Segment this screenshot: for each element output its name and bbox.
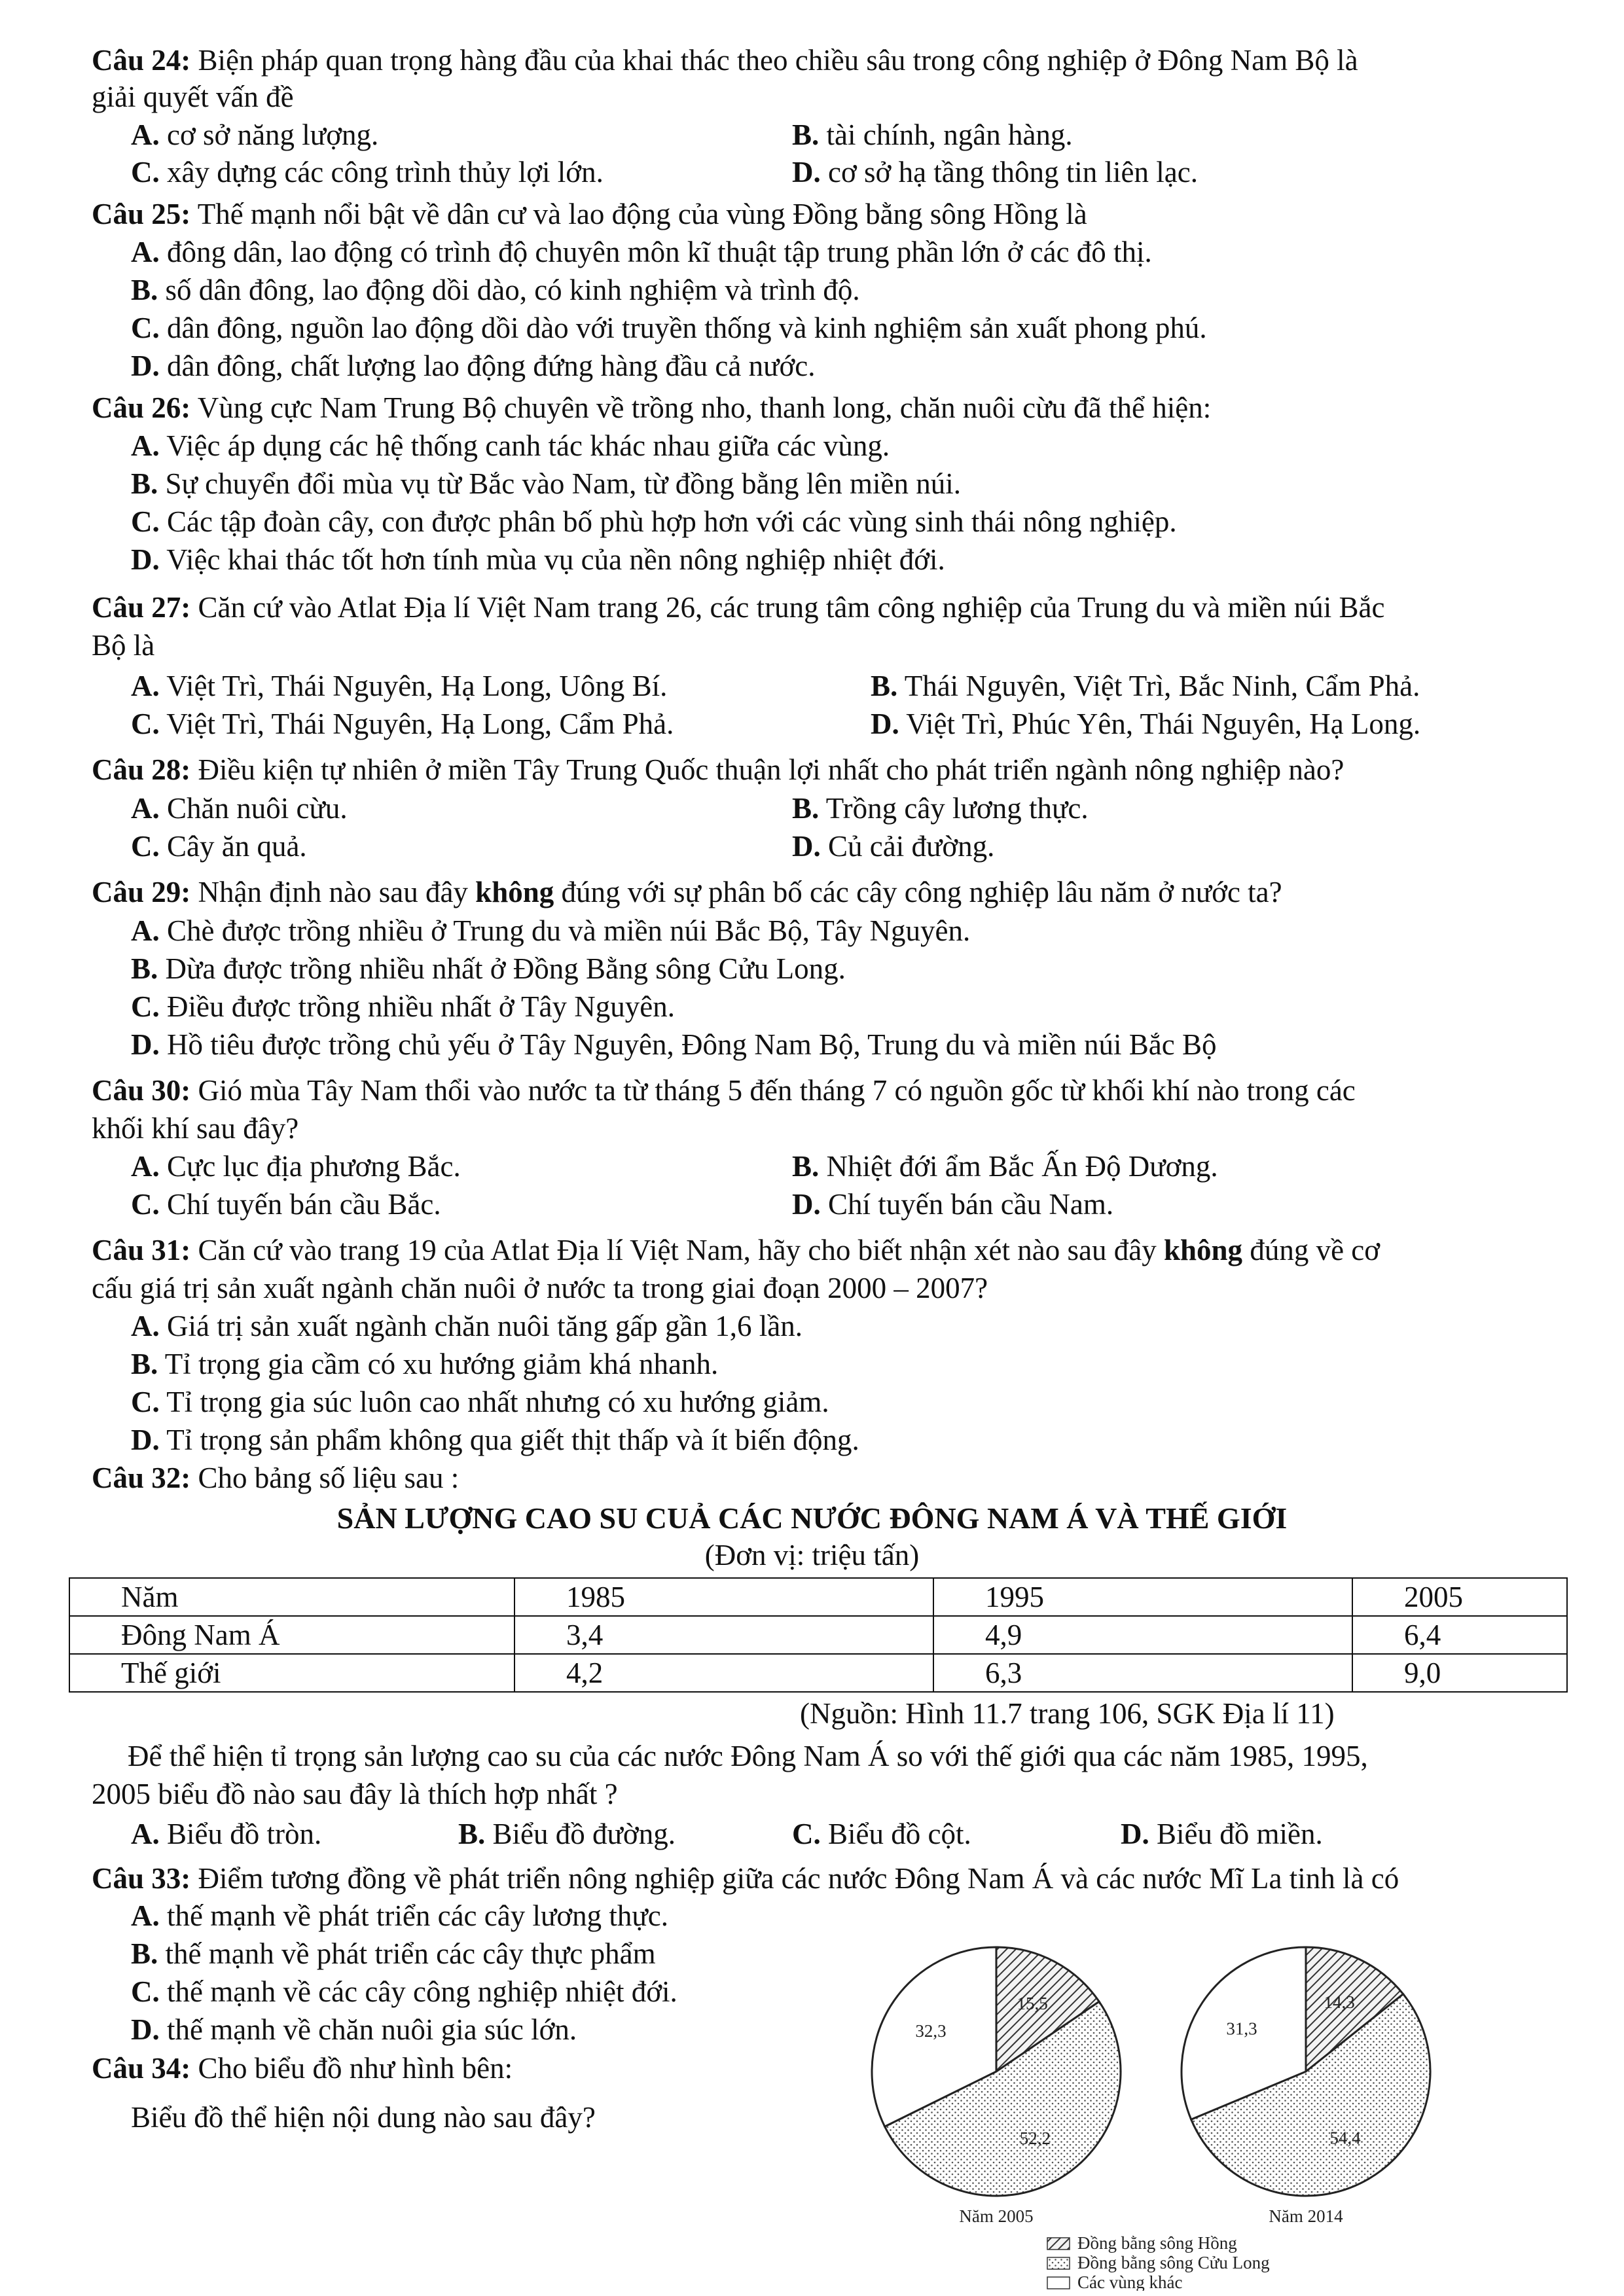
- option-a[interactable]: A. Chăn nuôi cừu.: [131, 792, 348, 825]
- slice-value-label: 31,3: [1226, 2018, 1257, 2039]
- question-29: Câu 29: Nhận định nào sau đây không đúng với sự phân bố các cây công nghiệp lâu năm ở nước ta?: [92, 876, 1282, 908]
- option-b[interactable]: B. số dân đông, lao động dồi dào, có kinh nghiệm và trình độ.: [131, 274, 860, 306]
- question-text: Căn cứ vào Atlat Địa lí Việt Nam trang 26, các trung tâm công nghiệp của Trung du và miền núi Bắc: [190, 591, 1385, 624]
- emphasis: không: [475, 876, 554, 908]
- question-text: Gió mùa Tây Nam thổi vào nước ta từ tháng 5 đến tháng 7 có nguồn gốc từ khối khí nào trong các: [190, 1074, 1356, 1107]
- option-c[interactable]: C. Điều được trồng nhiều nhất ở Tây Nguyên.: [131, 990, 675, 1023]
- table-cell: 4,2: [514, 1654, 933, 1692]
- legend-label: Đồng bằng sông Cửu Long: [1077, 2253, 1270, 2272]
- legend-label: Đồng bằng sông Hồng: [1077, 2233, 1237, 2253]
- option-b[interactable]: B. tài chính, ngân hàng.: [792, 118, 1073, 151]
- data-table: [69, 1577, 1568, 1693]
- question-text: Thế mạnh nổi bật về dân cư và lao động của vùng Đồng bằng sông Hồng là: [190, 198, 1087, 230]
- option-b[interactable]: B. Tỉ trọng gia cầm có xu hướng giảm khá nhanh.: [131, 1348, 719, 1380]
- slice-value-label: 54,4: [1329, 2128, 1361, 2148]
- option-b[interactable]: B. Thái Nguyên, Việt Trì, Bắc Ninh, Cẩm Phả.: [871, 670, 1420, 702]
- option-a[interactable]: A. Việc áp dụng các hệ thống canh tác khác nhau giữa các vùng.: [131, 429, 890, 462]
- table-row: [69, 1616, 1567, 1654]
- chart-legend: [1047, 2233, 1270, 2291]
- option-a[interactable]: A. Giá trị sản xuất ngành chăn nuôi tăng gấp gần 1,6 lần.: [131, 1310, 803, 1342]
- option-d[interactable]: D. Hồ tiêu được trồng chủ yếu ở Tây Nguyên, Đông Nam Bộ, Trung du và miền núi Bắc Bộ: [131, 1028, 1217, 1061]
- question-25: [92, 194, 1087, 234]
- question-label: Câu 29:: [92, 876, 191, 908]
- option-a[interactable]: A. Cực lục địa phương Bắc.: [131, 1150, 461, 1183]
- question-30: [92, 1071, 1356, 1110]
- table-cell: 2005: [1352, 1578, 1567, 1616]
- legend-swatch-dbsh: [1047, 2238, 1070, 2250]
- option-d[interactable]: D. Việc khai thác tốt hơn tính mùa vụ của nền nông nghiệp nhiệt đới.: [131, 543, 945, 576]
- question-label: Câu 25:: [92, 198, 191, 230]
- question-24: [92, 41, 1358, 80]
- option-a[interactable]: A. Việt Trì, Thái Nguyên, Hạ Long, Uông Bí.: [131, 670, 668, 702]
- option-d[interactable]: D. dân đông, chất lượng lao động đứng hàng đầu cả nước.: [131, 350, 816, 382]
- question-label: Câu 24:: [92, 44, 191, 77]
- option-c[interactable]: C. Cây ăn quả.: [131, 830, 307, 863]
- slice-value-label: 14,3: [1324, 1992, 1355, 2012]
- option-c[interactable]: C. Chí tuyến bán cầu Bắc.: [131, 1188, 441, 1221]
- pie-2014: [1182, 1947, 1430, 2196]
- question-label: Câu 27:: [92, 591, 191, 624]
- option-c[interactable]: C. Việt Trì, Thái Nguyên, Hạ Long, Cẩm Phả.: [131, 708, 674, 740]
- question-26: [92, 388, 1211, 427]
- option-c[interactable]: C. Các tập đoàn cây, con được phân bố phù hợp hơn với các vùng sinh thái nông nghiệp.: [131, 505, 1177, 538]
- table-cell: Thế giới: [69, 1654, 514, 1692]
- option-b[interactable]: B. Dừa được trồng nhiều nhất ở Đồng Bằng sông Cửu Long.: [131, 952, 846, 985]
- option-a[interactable]: A. cơ sở năng lượng.: [131, 118, 379, 151]
- table-cell: 4,9: [933, 1616, 1352, 1654]
- option-a[interactable]: A. Chè được trồng nhiều ở Trung du và miền núi Bắc Bộ, Tây Nguyên.: [131, 914, 971, 947]
- question-label: Câu 30:: [92, 1074, 191, 1107]
- option-b[interactable]: B. Biểu đồ đường.: [458, 1818, 676, 1850]
- question-text-cont: cấu giá trị sản xuất ngành chăn nuôi ở nước ta trong giai đoạn 2000 – 2007?: [92, 1272, 988, 1304]
- option-a[interactable]: A. Biểu đồ tròn.: [131, 1818, 322, 1850]
- question-text: Điều kiện tự nhiên ở miền Tây Trung Quốc thuận lợi nhất cho phát triển ngành nông nghiệp nào?: [190, 753, 1344, 786]
- option-d[interactable]: D. thế mạnh về chăn nuôi gia súc lớn.: [131, 2013, 577, 2046]
- option-a[interactable]: A. thế mạnh về phát triển các cây lương thực.: [131, 1899, 669, 1932]
- option-d[interactable]: D. Việt Trì, Phúc Yên, Thái Nguyên, Hạ Long.: [871, 708, 1421, 740]
- option-c[interactable]: C. xây dựng các công trình thủy lợi lớn.: [131, 156, 604, 188]
- question-text-cont: Biểu đồ thể hiện nội dung nào sau đây?: [131, 2101, 596, 2134]
- question-label: Câu 26:: [92, 391, 191, 424]
- option-d[interactable]: D. Tỉ trọng sản phẩm không qua giết thịt thấp và ít biến động.: [131, 1424, 859, 1456]
- legend-swatch-dbscl: [1047, 2257, 1070, 2269]
- question-34: [92, 2049, 513, 2088]
- question-label: Câu 31:: [92, 1234, 191, 1266]
- emphasis: không: [1163, 1234, 1243, 1266]
- question-label: Câu 32:: [92, 1462, 191, 1494]
- option-d[interactable]: D. cơ sở hạ tầng thông tin liên lạc.: [792, 156, 1198, 188]
- question-text: Cho biểu đồ như hình bên:: [190, 2052, 513, 2085]
- table-cell: Năm: [69, 1578, 514, 1616]
- question-31: Câu 31: Căn cứ vào trang 19 của Atlat Địa lí Việt Nam, hãy cho biết nhận xét nào sau đây không đúng về cơ: [92, 1234, 1380, 1266]
- question-33: [92, 1859, 1399, 1898]
- slice-value-label: 15,5: [1017, 1993, 1048, 2013]
- table-cell: 9,0: [1352, 1654, 1567, 1692]
- option-c[interactable]: C. thế mạnh về các cây công nghiệp nhiệt đới.: [131, 1975, 677, 2008]
- pie-2005: [872, 1947, 1121, 2196]
- question-label: Câu 33:: [92, 1862, 191, 1895]
- question-text-cont: khối khí sau đây?: [92, 1112, 299, 1145]
- option-c[interactable]: C. Biểu đồ cột.: [792, 1818, 971, 1850]
- table-title: SẢN LƯỢNG CAO SU CUẢ CÁC NƯỚC ĐÔNG NAM Á VÀ THẾ GIỚI: [336, 1501, 1288, 1535]
- table-cell: 3,4: [514, 1616, 933, 1654]
- slice-value-label: 32,3: [915, 2020, 947, 2041]
- question-text: Điểm tương đồng về phát triển nông nghiệp giữa các nước Đông Nam Á và các nước Mĩ La tinh là có: [190, 1862, 1399, 1895]
- option-a[interactable]: A. đông dân, lao động có trình độ chuyên môn kĩ thuật tập trung phần lớn ở các đô thị.: [131, 236, 1152, 268]
- question-text-cont: 2005 biểu đồ nào sau đây là thích hợp nhất ?: [92, 1778, 618, 1810]
- option-c[interactable]: C. dân đông, nguồn lao động dồi dào với truyền thống và kinh nghiệm sản xuất phong phú.: [131, 312, 1207, 344]
- pie-title-2014: Năm 2014: [1269, 2206, 1343, 2226]
- option-d[interactable]: D. Chí tuyến bán cầu Nam.: [792, 1188, 1114, 1221]
- slice-value-label: 52,2: [1019, 2128, 1051, 2148]
- question-label: Câu 28:: [92, 753, 191, 786]
- pie-chart-figure: [851, 1937, 1597, 2294]
- table-unit: (Đơn vị: triệu tấn): [704, 1539, 920, 1571]
- legend-swatch-other: [1047, 2277, 1070, 2289]
- table-cell: 6,3: [933, 1654, 1352, 1692]
- table-source: (Nguồn: Hình 11.7 trang 106, SGK Địa lí 11): [800, 1697, 1335, 1730]
- table-cell: 1985: [514, 1578, 933, 1616]
- legend-label: Các vùng khác: [1077, 2272, 1183, 2291]
- question-label: Câu 34:: [92, 2052, 191, 2085]
- table-cell: 1995: [933, 1578, 1352, 1616]
- option-b[interactable]: B. thế mạnh về phát triển các cây thực phẩm: [131, 1937, 656, 1970]
- option-d[interactable]: D. Củ cải đường.: [792, 830, 995, 863]
- table-row: [69, 1578, 1567, 1616]
- question-28: [92, 750, 1344, 789]
- option-c[interactable]: C. Tỉ trọng gia súc luôn cao nhất nhưng có xu hướng giảm.: [131, 1386, 829, 1418]
- question-text-cont: giải quyết vấn đề: [92, 81, 294, 113]
- option-b[interactable]: B. Trồng cây lương thực.: [792, 792, 1089, 825]
- pie-chart-svg: [851, 1937, 1597, 2291]
- question-text-cont: Bộ là: [92, 629, 155, 662]
- question-text: Vùng cực Nam Trung Bộ chuyên về trồng nho, thanh long, chăn nuôi cừu đã thể hiện:: [190, 391, 1212, 424]
- option-d[interactable]: D. Biểu đồ miền.: [1121, 1818, 1323, 1850]
- question-27: [92, 588, 1384, 627]
- question-text: Biện pháp quan trọng hàng đầu của khai thác theo chiều sâu trong công nghiệp ở Đông Nam Bộ là: [190, 44, 1358, 77]
- table-row: [69, 1654, 1567, 1692]
- table-cell: Đông Nam Á: [69, 1616, 514, 1654]
- option-b[interactable]: B. Nhiệt đới ẩm Bắc Ấn Độ Dương.: [792, 1150, 1218, 1183]
- question-text: Cho bảng số liệu sau :: [190, 1462, 460, 1494]
- question-32: [92, 1458, 459, 1498]
- pie-title-2005: Năm 2005: [959, 2206, 1034, 2226]
- option-b[interactable]: B. Sự chuyển đổi mùa vụ từ Bắc vào Nam, từ đồng bằng lên miền núi.: [131, 467, 961, 500]
- question-text-cont: Để thể hiện tỉ trọng sản lượng cao su của các nước Đông Nam Á so với thế giới qua các năm 1985, 1995,: [128, 1740, 1368, 1772]
- table-cell: 6,4: [1352, 1616, 1567, 1654]
